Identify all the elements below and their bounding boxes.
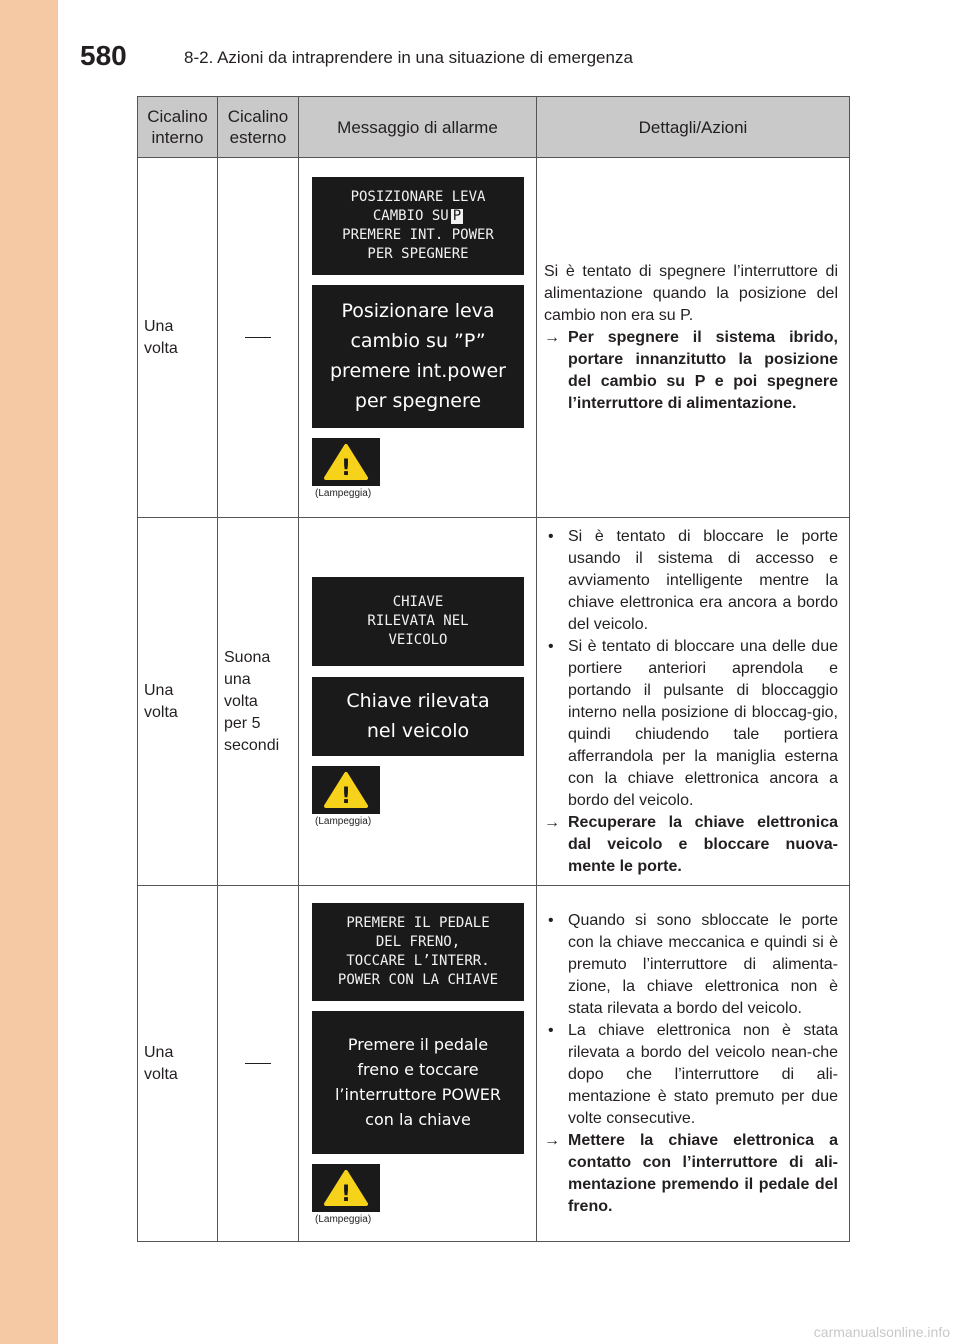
external-buzzer-cell xyxy=(218,886,299,1242)
detail-bullet: • La chiave elettronica non è stata rilevata a bordo del veicolo nean-che dopo che l’interruttore di ali-mentazione è stato premuto per due volte consecutive. xyxy=(548,1021,838,1127)
section-title: 8-2. Azioni da intraprendere in una situazione di emergenza xyxy=(184,48,633,67)
alarm-message-cell xyxy=(299,158,537,518)
lcd-message-lower: Chiave rilevata nel veicolo xyxy=(312,677,524,756)
details-cell xyxy=(537,886,850,1242)
alarm-table xyxy=(137,96,850,1242)
watermark: carmanualsonline.info xyxy=(813,1324,950,1340)
action-item: → Mettere la chiave elettronica a contatto con l’interruttore di ali-mentazione premendo il pedale del freno. xyxy=(544,1130,838,1218)
detail-bullet: • Si è tentato di bloccare le porte usando il sistema di accesso e avviamento intelligente mentre la chiave elettronica era ancora a bordo del veicolo. xyxy=(548,527,838,633)
warning-triangle-icon xyxy=(323,443,369,481)
warning-caption: (Lampeggia) xyxy=(315,1213,372,1225)
header-alarm-message: Messaggio di allarme xyxy=(299,97,537,158)
arrow-icon: → xyxy=(544,328,560,346)
lcd-message-upper: POSIZIONARE LEVA CAMBIO SU P PREMERE INT. POWER PER SPEGNERE xyxy=(312,177,524,275)
svg-text:!: ! xyxy=(340,455,352,481)
header-external-buzzer: Cicalino esterno xyxy=(218,97,299,158)
none-dash xyxy=(245,337,271,338)
p-position-badge: P xyxy=(452,207,462,224)
warning-triangle-icon xyxy=(323,1169,369,1207)
internal-buzzer-cell: Una volta xyxy=(138,518,218,886)
table-row xyxy=(138,158,850,518)
details-text: Si è tentato di spegnere l’interruttore di alimentazione quando la posizione del cambio non era su P. xyxy=(544,262,838,324)
details-cell xyxy=(537,518,850,886)
alarm-message-cell xyxy=(299,886,537,1242)
svg-text:!: ! xyxy=(340,1181,352,1207)
external-buzzer-cell xyxy=(218,158,299,518)
warning-caption: (Lampeggia) xyxy=(315,487,372,499)
warning-light xyxy=(312,1164,380,1212)
table-row xyxy=(138,518,850,886)
lcd-message-lower: Posizionare leva cambio su ”P” premere int.power per spegnere xyxy=(312,285,524,428)
arrow-icon: → xyxy=(544,1131,560,1149)
warning-caption: (Lampeggia) xyxy=(315,815,372,827)
lcd-message-lower: Premere il pedale freno e toccare l’interruttore POWER con la chiave xyxy=(312,1011,524,1154)
chapter-side-band xyxy=(0,0,58,1344)
external-buzzer-cell: Suona una volta per 5 secondi xyxy=(218,518,299,886)
svg-text:!: ! xyxy=(340,783,352,809)
warning-triangle-icon xyxy=(323,771,369,809)
arrow-icon: → xyxy=(544,813,560,831)
alarm-message-cell xyxy=(299,518,537,886)
lcd-message-upper: PREMERE IL PEDALE DEL FRENO, TOCCARE L’INTERR. POWER CON LA CHIAVE xyxy=(312,903,524,1001)
header-internal-buzzer: Cicalino interno xyxy=(138,97,218,158)
internal-buzzer-cell: Una volta xyxy=(138,158,218,518)
details-cell xyxy=(537,158,850,518)
page-number: 580 xyxy=(80,40,127,71)
action-item: → Per spegnere il sistema ibrido, portare innanzitutto la posizione del cambio su P e poi spegnere l’interruttore di alimentazione. xyxy=(544,327,838,415)
action-item: → Recuperare la chiave elettronica dal veicolo e bloccare nuova-mente le porte. xyxy=(544,812,838,878)
warning-light xyxy=(312,438,380,486)
detail-bullet: • Si è tentato di bloccare una delle due portiere anteriori aprendola e portando il pulsante di bloccaggio interno nella posizione di bloccag-gio, quindi chiudendo tale portiera afferrandola per la maniglia esterna con la chiave elettronica ancora a bordo del veicolo. xyxy=(548,637,838,809)
warning-light xyxy=(312,766,380,814)
lcd-message-upper: CHIAVE RILEVATA NEL VEICOLO xyxy=(312,577,524,666)
header-details-actions: Dettagli/Azioni xyxy=(537,97,850,158)
detail-bullet: • Quando si sono sbloccate le porte con la chiave meccanica e quindi si è premuto l’interruttore di alimenta-zione, la chiave elettronica non è stata rilevata a bordo del veicolo. xyxy=(548,911,838,1017)
table-row xyxy=(138,886,850,1242)
table-header-row xyxy=(138,97,850,158)
none-dash xyxy=(245,1063,271,1064)
internal-buzzer-cell: Una volta xyxy=(138,886,218,1242)
